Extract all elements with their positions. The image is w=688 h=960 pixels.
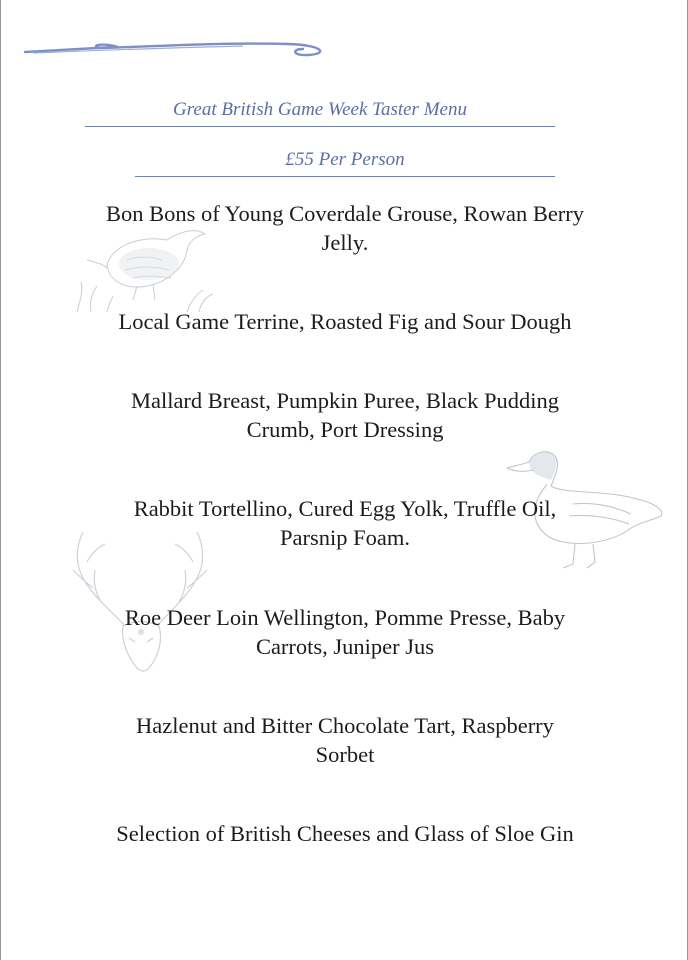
course-6-line-1: Hazlenut and Bitter Chocolate Tart, Raspberry (136, 713, 554, 738)
course-6 (61, 711, 629, 769)
course-1-line-2: Jelly. (321, 230, 369, 255)
course-4-line-1: Rabbit Tortellino, Cured Egg Yolk, Truffle Oil, (133, 496, 557, 521)
course-3-line-1: Mallard Breast, Pumpkin Puree, Black Pudding (130, 388, 560, 413)
menu-title: Great British Game Week Taster Menu (173, 99, 467, 120)
course-4 (61, 494, 629, 552)
swash-flourish-icon (23, 38, 333, 64)
course-1-line-1: Bon Bons of Young Coverdale Grouse, Rowan Berry (105, 201, 585, 226)
course-3 (61, 386, 629, 444)
course-7-line-1: Selection of British Cheeses and Glass of Sloe Gin (116, 821, 574, 846)
title-underline (85, 126, 555, 127)
course-5 (61, 603, 629, 661)
course-2 (61, 307, 629, 336)
course-3-line-2: Crumb, Port Dressing (246, 417, 444, 442)
price-underline (135, 176, 555, 177)
course-7 (61, 819, 629, 848)
course-6-line-2: Sorbet (315, 742, 375, 767)
course-5-line-2: Carrots, Juniper Jus (255, 634, 435, 659)
course-1 (61, 199, 629, 257)
course-2-line-1: Local Game Terrine, Roasted Fig and Sour Dough (118, 309, 572, 334)
course-4-line-2: Parsnip Foam. (279, 525, 410, 550)
course-5-line-1: Roe Deer Loin Wellington, Pomme Presse, Baby (124, 605, 566, 630)
menu-price: £55 Per Person (285, 149, 405, 170)
